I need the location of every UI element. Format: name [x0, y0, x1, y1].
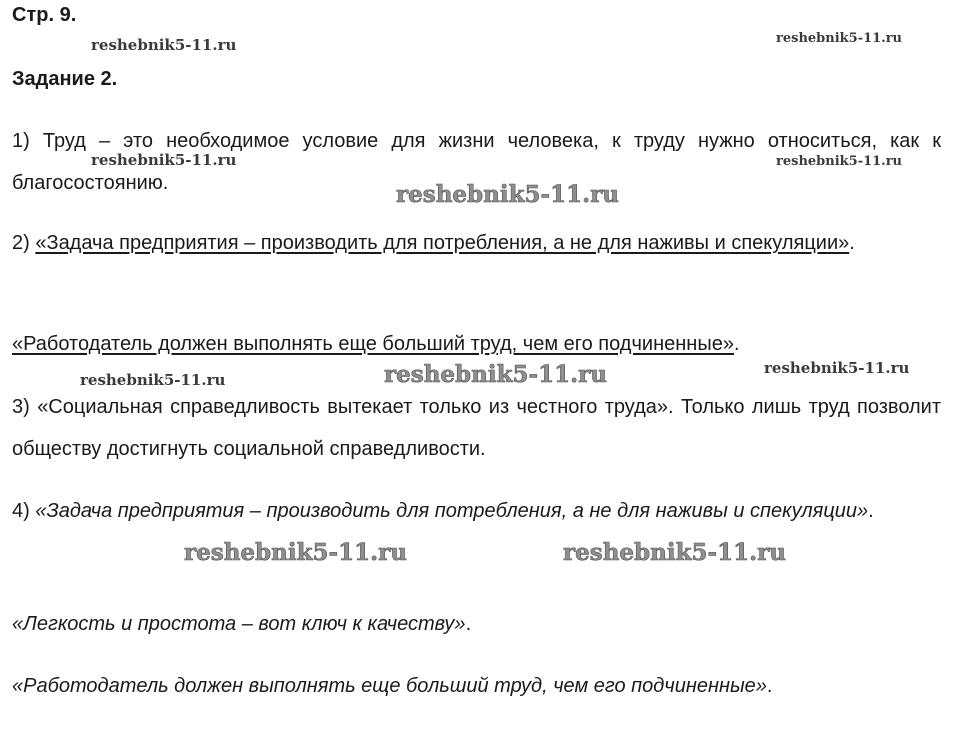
watermark: reshebnik5-11.ru	[396, 181, 619, 208]
item-4-number: 4)	[12, 500, 30, 522]
watermark: reshebnik5-11.ru	[563, 539, 786, 566]
item-4-second	[12, 603, 941, 645]
watermark: reshebnik5-11.ru	[764, 359, 910, 377]
item-2-quote-2: «Работодатель должен выполнять еще больший труд, чем его подчиненные»	[12, 333, 734, 355]
item-3	[12, 386, 941, 470]
item-4-period-2: .	[465, 613, 472, 635]
item-3-text: «Социальная справедливость вытекает только из честного труда». Только лишь труд позволит обществу достигнуть социальной справедливости.	[12, 396, 942, 460]
item-4-quote-2: «Легкость и простота – вот ключ к качеству»	[12, 613, 466, 635]
item-4-period-3: .	[766, 675, 773, 697]
watermark: reshebnik5-11.ru	[80, 371, 226, 389]
watermark: reshebnik5-11.ru	[91, 36, 237, 54]
item-2-quote-1: «Задача предприятия – производить для потребления, а не для наживы и спекуляции»	[35, 232, 850, 254]
item-4-quote-1: «Задача предприятия – производить для потребления, а не для наживы и спекуляции»	[35, 500, 869, 522]
item-2-number: 2)	[12, 232, 30, 254]
watermark: reshebnik5-11.ru	[384, 361, 607, 388]
item-4-quote-3: «Работодатель должен выполнять еще больший труд, чем его подчиненные»	[12, 675, 767, 697]
item-4	[12, 486, 941, 536]
item-3-number: 3)	[12, 396, 30, 418]
task-title: Задание 2.	[12, 68, 118, 90]
item-2	[12, 222, 941, 264]
watermark: reshebnik5-11.ru	[776, 154, 903, 169]
item-4-third	[12, 665, 941, 707]
page-label: Стр. 9.	[12, 4, 77, 26]
watermark: reshebnik5-11.ru	[184, 539, 407, 566]
watermark: reshebnik5-11.ru	[91, 151, 237, 169]
item-4-period-1: .	[868, 500, 874, 522]
item-1-number: 1)	[12, 130, 30, 152]
watermark: reshebnik5-11.ru	[776, 31, 903, 46]
item-2-period-2: .	[733, 333, 740, 355]
item-2-period-1: .	[849, 232, 855, 254]
item-1-text: Труд – это необходимое условие для жизни человека, к труду нужно относиться, как к благосостоянию.	[12, 130, 942, 194]
